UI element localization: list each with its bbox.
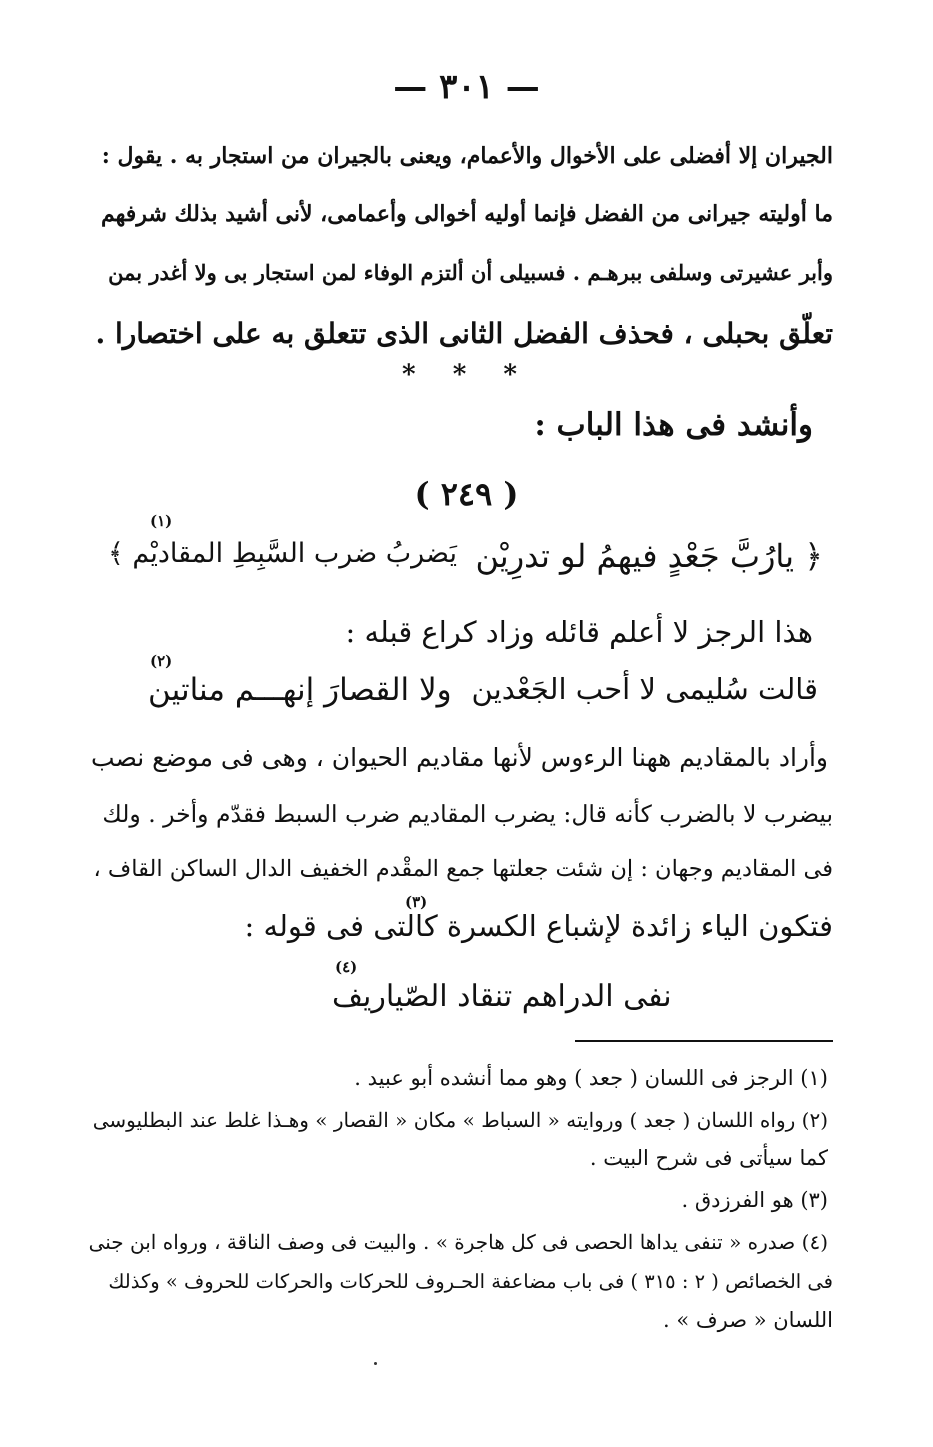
page-number: — ٣٠١ — bbox=[393, 67, 540, 107]
footnote-ref-2: (٢) bbox=[150, 652, 173, 670]
scan-speck bbox=[374, 1362, 377, 1365]
footnote: (٣) هو الفرزدق . bbox=[681, 1188, 828, 1212]
paragraph-line: فتكون الياء زائدة لإشباع الكسرة كالتى فى قوله : bbox=[244, 909, 833, 943]
footnote-ref-1: (١) bbox=[150, 512, 173, 530]
footnote: (٤) صدره « تنفى يداها الحصى فى كل هاجرة » . والبيت فى وصف الناقة ، ورواه ابن جنى bbox=[88, 1230, 828, 1254]
verse-note: هذا الرجز لا أعلم قائله وزاد كراع قبله : bbox=[345, 615, 813, 649]
paragraph-line: بيضرب لا بالضرب كأنه قال: يضرب المقاديم ضرب السبط فقدّم وأخر . ولك bbox=[102, 800, 833, 828]
footnote: (٢) رواه اللسان ( جعد ) وروايته « السباط » مكان « القصار » وهـذا غلط عند البطليوسى bbox=[92, 1108, 828, 1132]
section-separator: * * * bbox=[402, 360, 531, 390]
verse2-second-hemistich: ولا القصارَ إنهـــم مناتين bbox=[148, 672, 452, 708]
footnote: (١) الرجز فى اللسان ( جعد ) وهو مما أنشده أبو عبيد . bbox=[354, 1066, 828, 1090]
paragraph-line: ما أوليته جيرانى من الفضل فإنما أوليه أخوالى وأعمامى، لأنى أشيد بذلك شرفهم bbox=[101, 201, 833, 227]
verse1-first-hemistich: ﴿ يارُبَّ جَعْدٍ فيهمُ لو تدرِيْن bbox=[475, 537, 823, 575]
footnote: كما سيأتى فى شرح البيت . bbox=[589, 1146, 828, 1170]
verse1-second-hemistich: يَضربُ ضرب السَّبِطِ المقاديْم ﴾ bbox=[108, 538, 457, 569]
footnote: اللسان « صرف » . bbox=[663, 1308, 833, 1332]
paragraph-line: وأراد بالمقاديم ههنا الرءوس لأنها مقاديم الحيوان ، وهى فى موضع نصب bbox=[91, 743, 828, 772]
footnote-divider bbox=[575, 1040, 833, 1042]
paragraph-line: تعلّق بحبلى ، فحذف الفضل الثانى الذى تتعلق به على اختصارا . bbox=[95, 317, 833, 350]
paragraph-line: الجيران إلا أفضلى على الأخوال والأعمام، ويعنى بالجيران من استجار به . يقول : bbox=[101, 143, 833, 169]
paragraph-line: فى المقاديم وجهان : إن شئت جعلتها جمع المقْدم الخفيف الدال الساكن القاف ، bbox=[93, 856, 833, 882]
verse2-first-hemistich: قالت سُليمى لا أحب الجَعْدين bbox=[471, 672, 818, 706]
footnote: فى الخصائص ( ٢ : ٣١٥ ) فى باب مضاعفة الحـروف للحركات والحركات للحروف » وكذلك bbox=[108, 1270, 833, 1293]
intro-line: وأنشد فى هذا الباب : bbox=[534, 407, 813, 443]
footnote-ref-4: (٤) bbox=[335, 958, 358, 976]
footnote-ref-3: (٣) bbox=[405, 893, 428, 911]
poem-number: ( ٢٤٩ ) bbox=[414, 475, 519, 513]
paragraph-line: وأبر عشيرتى وسلفى ببرهـم . فسبيلى أن ألتزم الوفاء لمن استجار بى ولا أغدر بمن bbox=[108, 260, 833, 285]
quoted-hemistich: نفى الدراهم تنقاد الصّياريف bbox=[332, 979, 672, 1014]
